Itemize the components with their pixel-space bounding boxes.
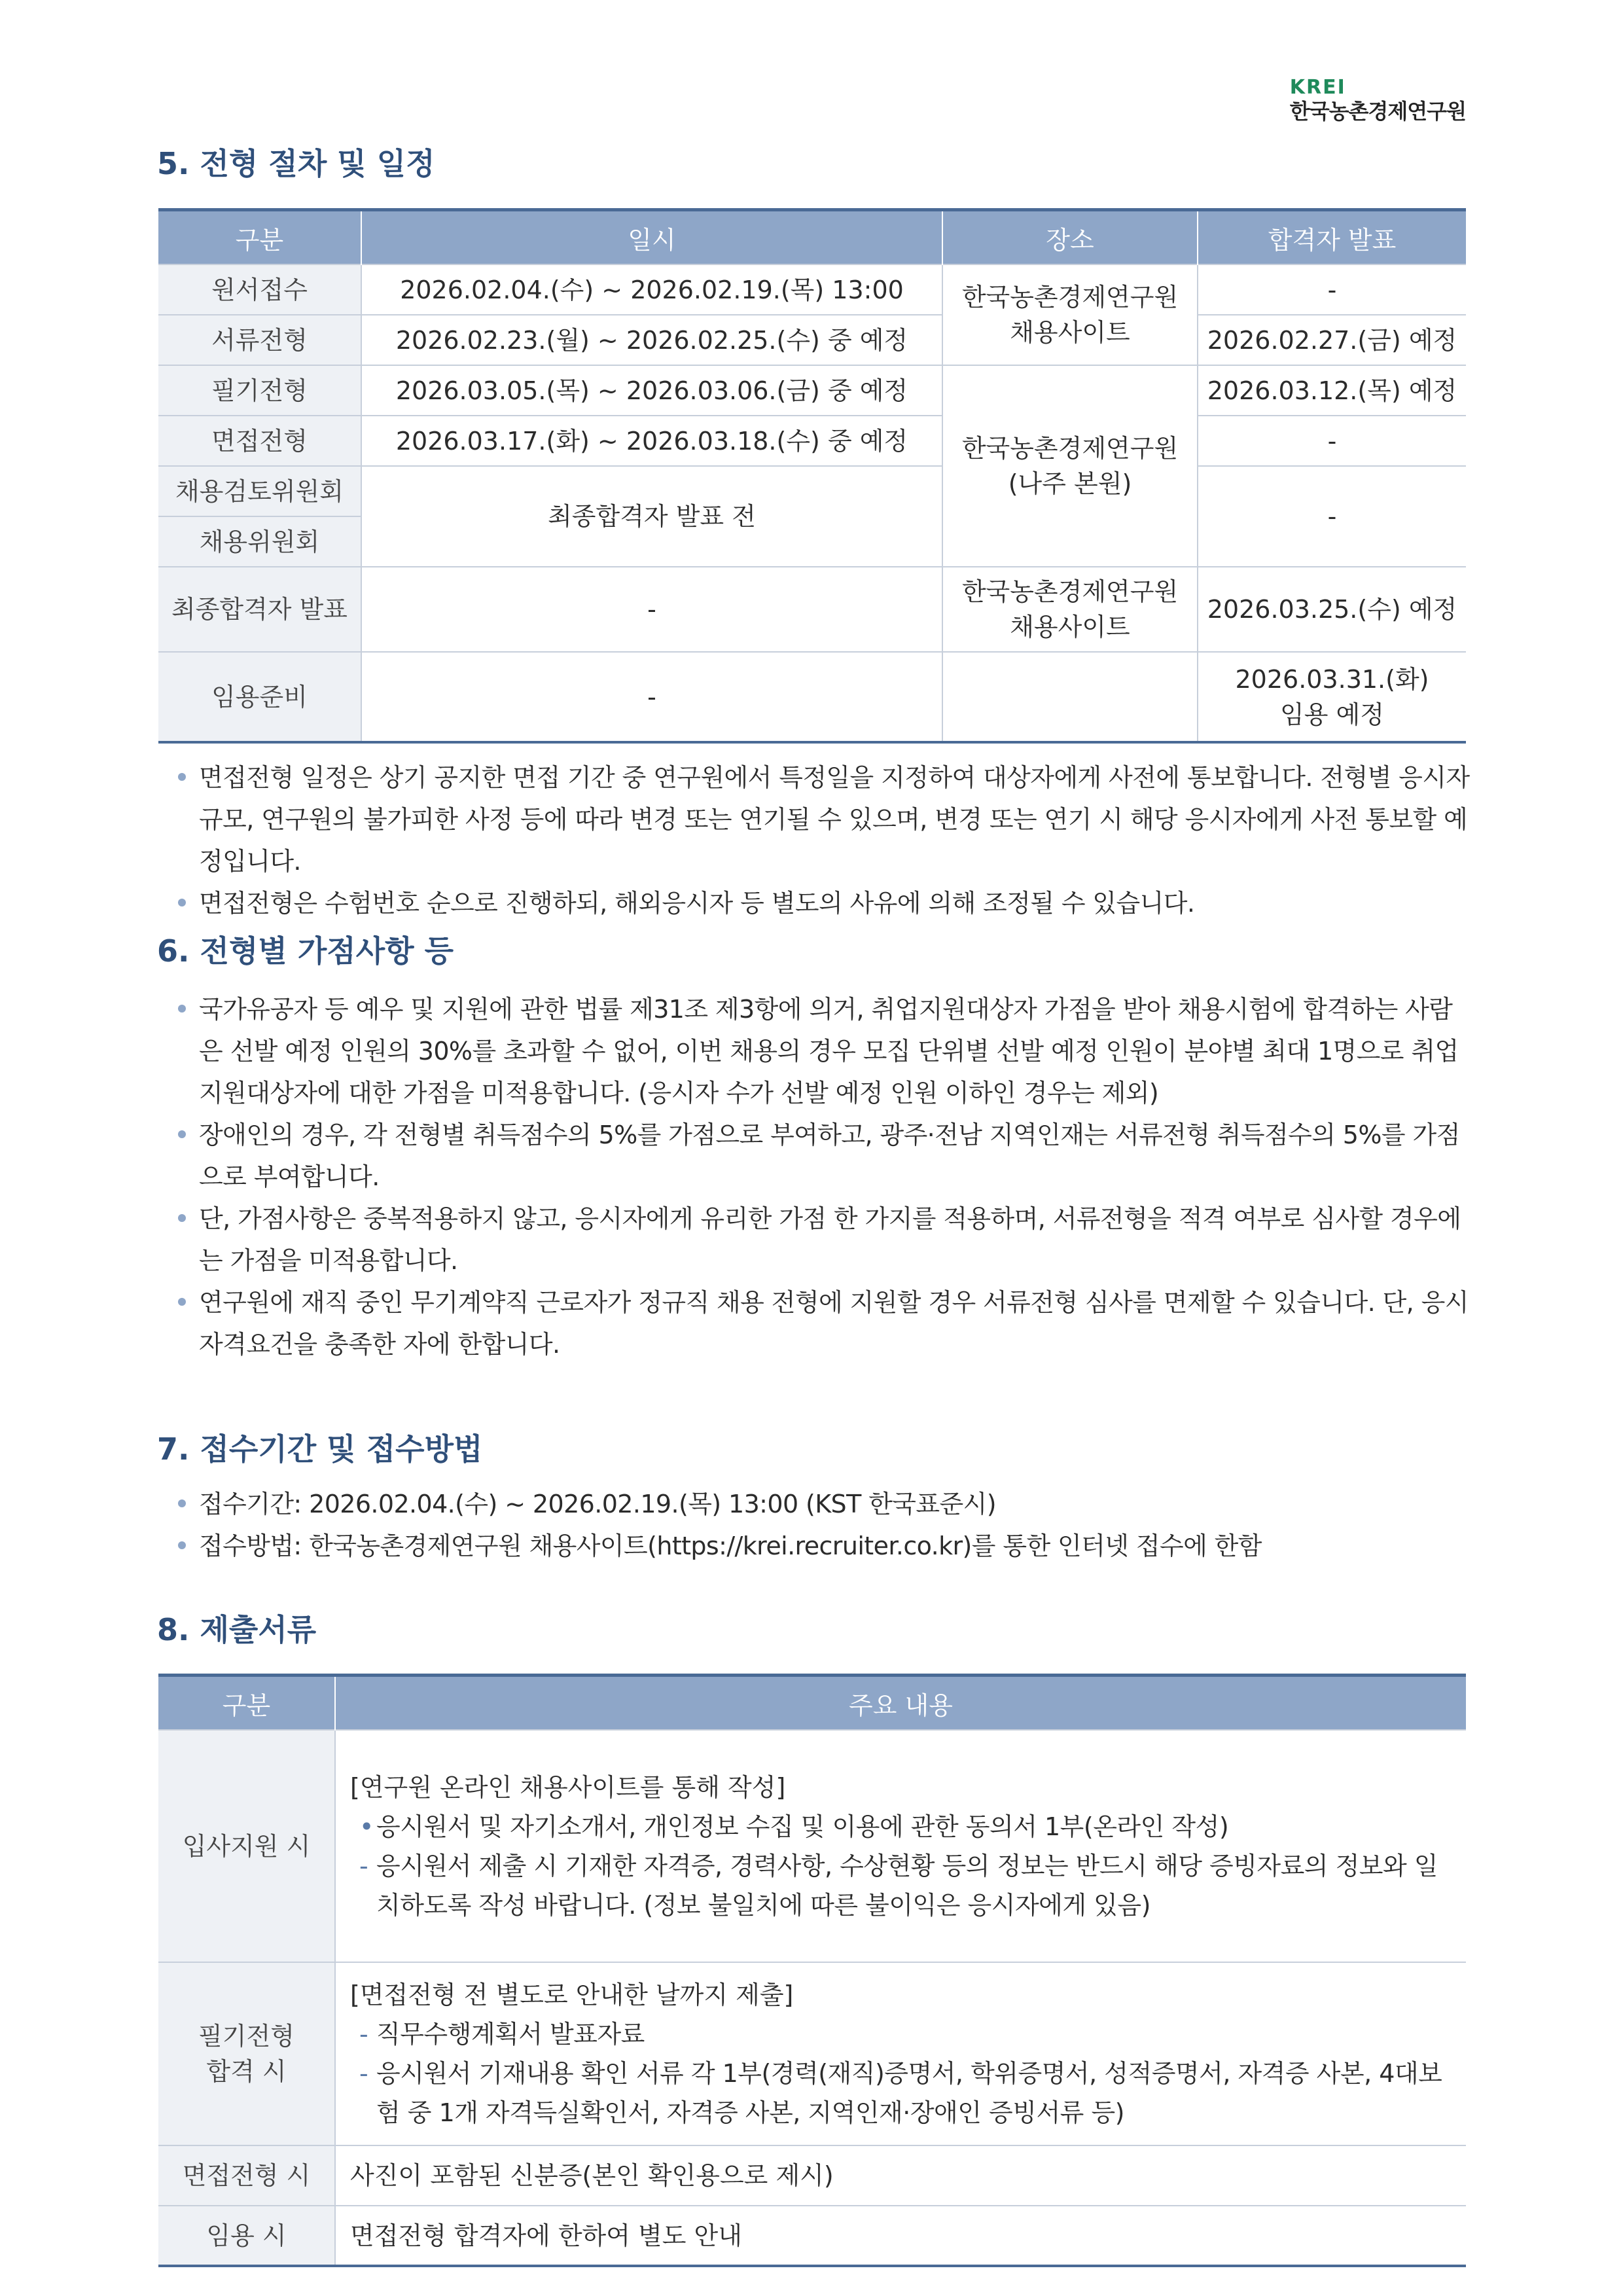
row-result: 2026.03.25.(수) 예정 bbox=[1198, 567, 1466, 652]
row-category: 최종합격자 발표 bbox=[158, 567, 361, 652]
table-row bbox=[158, 2145, 1466, 2206]
row-items bbox=[350, 2015, 1452, 2132]
row-date: - bbox=[361, 652, 942, 742]
row-place bbox=[942, 365, 1198, 567]
list-item: 접수방법: 한국농촌경제연구원 채용사이트(https://krei.recruiter.co.kr)를 통한 인터넷 접수에 한함 bbox=[177, 1525, 1472, 1567]
table-row bbox=[158, 416, 1466, 466]
bonus-points-list bbox=[177, 988, 1472, 1365]
list-item bbox=[350, 1846, 1452, 1925]
item-mark: - bbox=[359, 1851, 368, 1880]
table-row bbox=[158, 652, 1466, 742]
application-info-list bbox=[177, 1483, 1472, 1567]
place-line1: 한국농촌경제연구원 bbox=[961, 434, 1179, 463]
col-header-place: 장소 bbox=[942, 210, 1198, 265]
row-content bbox=[335, 1962, 1466, 2145]
row-result bbox=[1198, 652, 1466, 742]
list-item bbox=[350, 1807, 1452, 1846]
table-row bbox=[158, 2206, 1466, 2266]
table-row bbox=[158, 315, 1466, 365]
row-category bbox=[158, 1962, 335, 2145]
row-category: 원서접수 bbox=[158, 264, 361, 315]
row-category: 채용검토위원회 bbox=[158, 466, 361, 516]
list-item bbox=[350, 2015, 1452, 2054]
row-category: 임용준비 bbox=[158, 652, 361, 742]
row-category: 입사지원 시 bbox=[158, 1730, 335, 1962]
row-items bbox=[350, 1807, 1452, 1925]
list-item: 면접전형은 수험번호 순으로 진행하되, 해외응시자 등 별도의 사유에 의해 조정될 수 있습니다. bbox=[177, 882, 1472, 924]
table-row bbox=[158, 264, 1466, 315]
table-row bbox=[158, 365, 1466, 416]
place-line2: 채용사이트 bbox=[1010, 613, 1130, 641]
place-line2: 채용사이트 bbox=[1010, 318, 1130, 347]
item-text: 응시원서 제출 시 기재한 자격증, 경력사항, 수상현황 등의 정보는 반드시 해당 증빙자료의 정보와 일치하도록 작성 바랍니다. (정보 불일치에 따른 불이익은 응시자에게 있음) bbox=[376, 1851, 1438, 1920]
row-place bbox=[942, 264, 1198, 365]
table-row bbox=[158, 466, 1466, 516]
row-date: 2026.02.04.(수) ~ 2026.02.19.(목) 13:00 bbox=[361, 264, 942, 315]
col-header-result: 합격자 발표 bbox=[1198, 210, 1466, 265]
documents-table bbox=[158, 1674, 1466, 2267]
list-item: 연구원에 재직 중인 무기계약직 근로자가 정규직 채용 전형에 지원할 경우 서류전형 심사를 면제할 수 있습니다. 단, 응시 자격요건을 충족한 자에 한합니다. bbox=[177, 1282, 1472, 1365]
row-result: - bbox=[1198, 466, 1466, 567]
row-place bbox=[942, 652, 1198, 742]
row-category: 면접전형 bbox=[158, 416, 361, 466]
list-item: 국가유공자 등 예우 및 지원에 관한 법률 제31조 제3항에 의거, 취업지원대상자 가점을 받아 채용시험에 합격하는 사람은 선발 예정 인원의 30%를 초과할 수 없어, 이번 채용의 경우 모집 단위별 선발 예정 인원이 분야별 최대 1명으로 취업지원대상자에 대한 가점을 미적용합니다. (응시자 수가 선발 예정 인원 이하인 경우는 제외) bbox=[177, 988, 1472, 1114]
row-date: 최종합격자 발표 전 bbox=[361, 466, 942, 567]
place-line2: (나주 본원) bbox=[1008, 469, 1132, 498]
row-result: - bbox=[1198, 416, 1466, 466]
logo-en: KREI bbox=[1289, 76, 1346, 99]
row-date: 2026.03.17.(화) ~ 2026.03.18.(수) 중 예정 bbox=[361, 416, 942, 466]
item-mark: - bbox=[359, 2020, 368, 2049]
row-content: 면접전형 합격자에 한하여 별도 안내 bbox=[335, 2206, 1466, 2266]
result-line2: 임용 예정 bbox=[1280, 700, 1384, 729]
place-line1: 한국농촌경제연구원 bbox=[961, 283, 1179, 312]
section6-title: 6. 전형별 가점사항 등 bbox=[157, 933, 454, 969]
category-line2: 합격 시 bbox=[206, 2057, 287, 2086]
row-result: - bbox=[1198, 264, 1466, 315]
item-text: 응시원서 및 자기소개서, 개인정보 수집 및 이용에 관한 동의서 1부(온라인 작성) bbox=[376, 1812, 1229, 1841]
item-mark: • bbox=[359, 1812, 374, 1841]
table-row bbox=[158, 1962, 1466, 2145]
row-category: 서류전형 bbox=[158, 315, 361, 365]
table-row bbox=[158, 1730, 1466, 1962]
row-result: 2026.03.12.(목) 예정 bbox=[1198, 365, 1466, 416]
schedule-table bbox=[158, 208, 1466, 744]
list-item bbox=[350, 2054, 1452, 2132]
row-result: 2026.02.27.(금) 예정 bbox=[1198, 315, 1466, 365]
item-text: 응시원서 기재내용 확인 서류 각 1부(경력(재직)증명서, 학위증명서, 성적증명서, 자격증 사본, 4대보험 중 1개 자격득실확인서, 자격증 사본, 지역인재·장애인 증빙서류 등) bbox=[376, 2059, 1442, 2127]
row-date: 2026.02.23.(월) ~ 2026.02.25.(수) 중 예정 bbox=[361, 315, 942, 365]
item-text: 직무수행계획서 발표자료 bbox=[376, 2020, 645, 2049]
section8-title: 8. 제출서류 bbox=[157, 1612, 317, 1647]
place-line1: 한국농촌경제연구원 bbox=[961, 577, 1179, 606]
logo-ko: 한국농촌경제연구원 bbox=[1289, 99, 1466, 124]
section7-title: 7. 접수기간 및 접수방법 bbox=[157, 1431, 483, 1467]
row-date: - bbox=[361, 567, 942, 652]
krei-logo bbox=[1290, 77, 1466, 124]
row-place bbox=[942, 567, 1198, 652]
row-category: 임용 시 bbox=[158, 2206, 335, 2266]
row-content bbox=[335, 1730, 1466, 1962]
row-heading: [면접전형 전 별도로 안내한 날까지 제출] bbox=[350, 1981, 794, 2009]
col-header-date: 일시 bbox=[361, 210, 942, 265]
section5-title: 5. 전형 절차 및 일정 bbox=[157, 146, 435, 181]
col-header-content: 주요 내용 bbox=[335, 1676, 1466, 1731]
row-content: 사진이 포함된 신분증(본인 확인용으로 제시) bbox=[335, 2145, 1466, 2206]
row-heading: [연구원 온라인 채용사이트를 통해 작성] bbox=[350, 1772, 786, 1802]
list-item: 면접전형 일정은 상기 공지한 면접 기간 중 연구원에서 특정일을 지정하여 대상자에게 사전에 통보합니다. 전형별 응시자 규모, 연구원의 불가피한 사정 등에 따라 변경 또는 연기될 수 있으며, 변경 또는 연기 시 해당 응시자에게 사전 통보할 예정입니다. bbox=[177, 757, 1472, 882]
schedule-notes bbox=[177, 757, 1472, 924]
col-header-category: 구분 bbox=[158, 210, 361, 265]
result-line1: 2026.03.31.(화) bbox=[1235, 664, 1429, 694]
list-item: 장애인의 경우, 각 전형별 취득점수의 5%를 가점으로 부여하고, 광주·전남 지역인재는 서류전형 취득점수의 5%를 가점으로 부여합니다. bbox=[177, 1114, 1472, 1198]
row-category: 필기전형 bbox=[158, 365, 361, 416]
table-row bbox=[158, 567, 1466, 652]
category-line1: 필기전형 bbox=[198, 2022, 294, 2051]
row-category: 채용위원회 bbox=[158, 516, 361, 567]
item-mark: - bbox=[359, 2059, 368, 2088]
row-date: 2026.03.05.(목) ~ 2026.03.06.(금) 중 예정 bbox=[361, 365, 942, 416]
list-item: 접수기간: 2026.02.04.(수) ~ 2026.02.19.(목) 13:00 (KST 한국표준시) bbox=[177, 1483, 1472, 1525]
list-item: 단, 가점사항은 중복적용하지 않고, 응시자에게 유리한 가점 한 가지를 적용하며, 서류전형을 적격 여부로 심사할 경우에는 가점을 미적용합니다. bbox=[177, 1198, 1472, 1282]
col-header-category: 구분 bbox=[158, 1676, 335, 1731]
row-category: 면접전형 시 bbox=[158, 2145, 335, 2206]
